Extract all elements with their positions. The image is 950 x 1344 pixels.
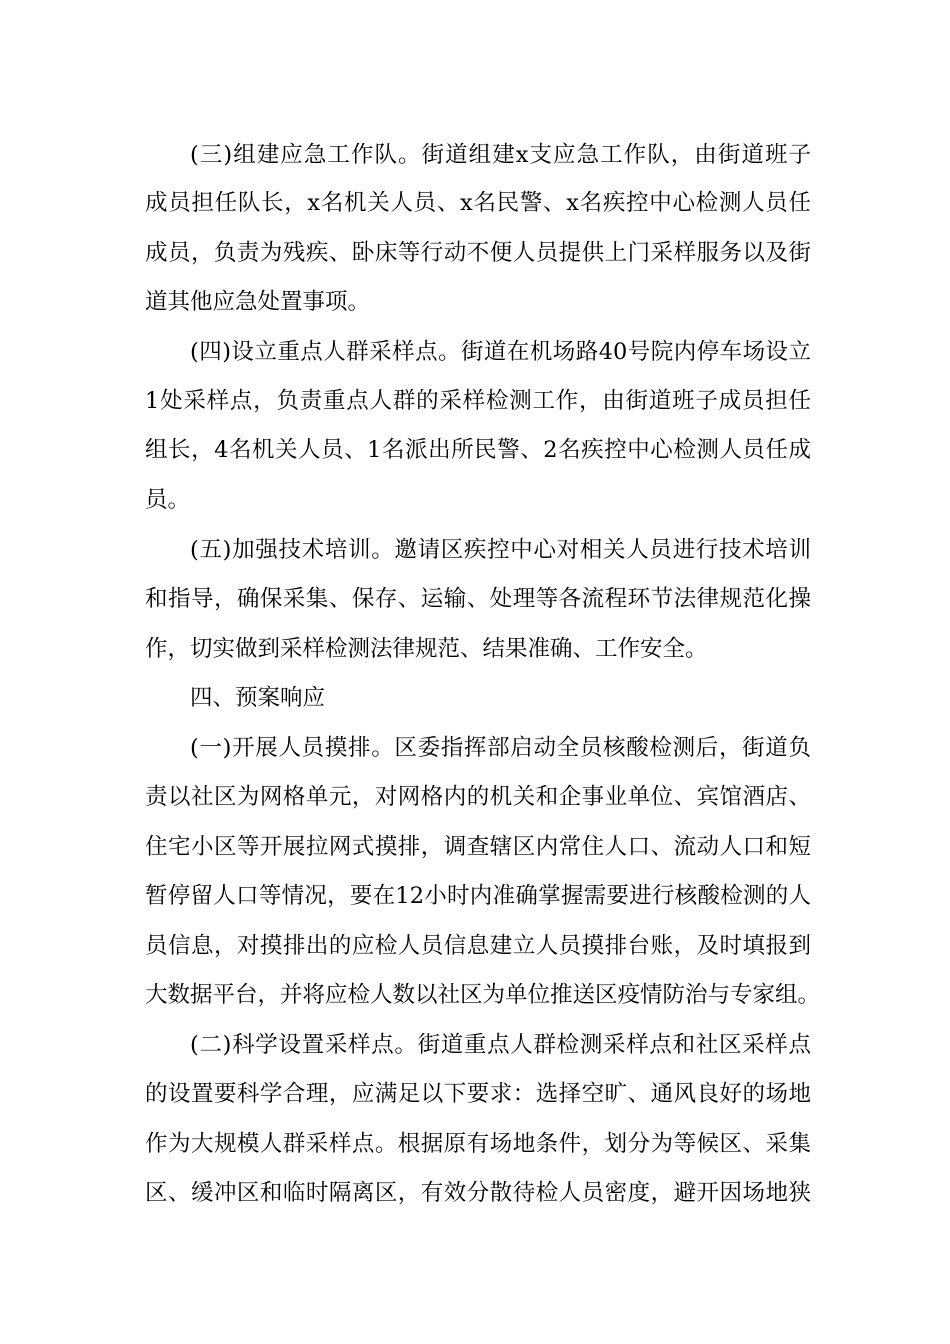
paragraph-2-line-2: 的设置要科学合理，应满足以下要求：选择空旷、通风良好的场地 (145, 1081, 811, 1107)
paragraph-4-line-2: 1处采样点，负责重点人群的采样检测工作，由街道班子成员担任 (145, 388, 811, 414)
paragraph-3-line-4: 道其他应急处置事项。 (145, 289, 371, 315)
section-heading: 四、预案响应 (190, 685, 326, 711)
paragraph-2-line-1: (二)科学设置采样点。街道重点人群检测采样点和社区采样点 (190, 1032, 811, 1058)
paragraph-2-line-4: 区、缓冲区和临时隔离区，有效分散待检人员密度，避开因场地狭 (145, 1180, 811, 1206)
paragraph-3-line-2: 成员担任队长，x名机关人员、x名民警、x名疾控中心检测人员任 (145, 190, 811, 216)
paragraph-5-line-1: (五)加强技术培训。邀请区疾控中心对相关人员进行技术培训 (190, 537, 811, 563)
paragraph-4-line-1: (四)设立重点人群采样点。街道在机场路40号院内停车场设立 (190, 339, 811, 365)
paragraph-4-line-4: 员。 (145, 487, 191, 513)
paragraph-1-line-5: 员信息，对摸排出的应检人员信息建立人员摸排台账，及时填报到 (145, 933, 811, 959)
paragraph-4-line-3: 组长，4名机关人员、1名派出所民警、2名疾控中心检测人员任成 (145, 437, 811, 463)
paragraph-1-line-3: 住宅小区等开展拉网式摸排，调查辖区内常住人口、流动人口和短 (145, 834, 811, 860)
paragraph-3-line-3: 成员，负责为残疾、卧床等行动不便人员提供上门采样服务以及街 (145, 240, 811, 266)
paragraph-3-line-1: (三)组建应急工作队。街道组建x支应急工作队，由街道班子 (190, 142, 811, 168)
paragraph-1-line-4: 暂停留人口等情况，要在12小时内准确掌握需要进行核酸检测的人 (145, 883, 811, 909)
paragraph-2-line-3: 作为大规模人群采样点。根据原有场地条件，划分为等候区、采集 (145, 1131, 811, 1157)
paragraph-5-line-3: 作，切实做到采样检测法律规范、结果准确、工作安全。 (145, 636, 708, 662)
paragraph-1-line-2: 责以社区为网格单元，对网格内的机关和企事业单位、宾馆酒店、 (145, 784, 811, 810)
paragraph-1-line-6: 大数据平台，并将应检人数以社区为单位推送区疫情防治与专家组。 (145, 982, 821, 1008)
paragraph-5-line-2: 和指导，确保采集、保存、运输、处理等各流程环节法律规范化操 (145, 586, 811, 612)
paragraph-1-line-1: (一)开展人员摸排。区委指挥部启动全员核酸检测后，街道负 (190, 735, 811, 761)
